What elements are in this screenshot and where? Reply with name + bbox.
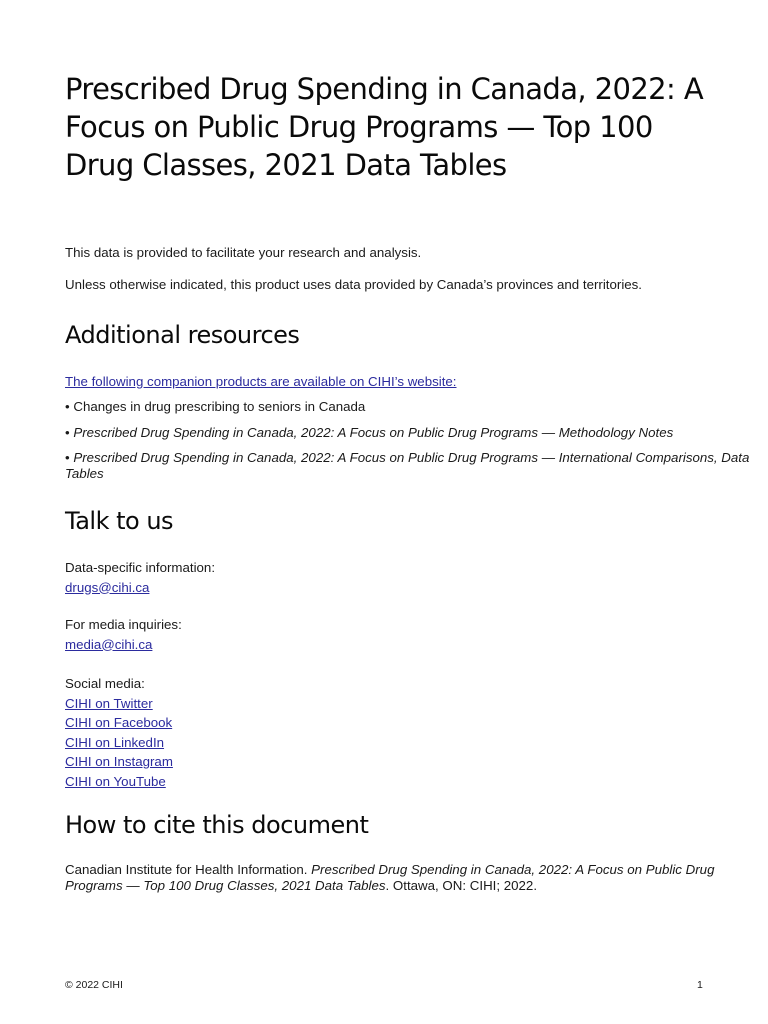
- footer-page-number: 1: [697, 979, 703, 991]
- document-title: [65, 70, 765, 184]
- twitter-link[interactable]: CIHI on Twitter: [65, 695, 153, 711]
- title-line: Drug Classes, 2021 Data Tables: [65, 148, 507, 182]
- resource-title: Prescribed Drug Spending in Canada, 2022: A Focus on Public Drug Programs — International Comparisons, Data Tables: [65, 450, 750, 481]
- bullet: •: [65, 450, 74, 465]
- contact-data-block: [65, 558, 215, 597]
- social-media-block: [65, 674, 173, 791]
- media-email-link[interactable]: media@cihi.ca: [65, 636, 153, 652]
- resource-title: Changes in drug prescribing to seniors in Canada: [73, 399, 366, 414]
- contact-media-block: [65, 615, 182, 654]
- companion-products-link[interactable]: The following companion products are available on CIHI’s website:: [65, 374, 457, 389]
- linkedin-link[interactable]: CIHI on LinkedIn: [65, 734, 165, 750]
- resource-title: Prescribed Drug Spending in Canada, 2022: A Focus on Public Drug Programs — Methodology Notes: [73, 425, 674, 440]
- resource-list-item: [65, 399, 755, 415]
- bullet: •: [65, 399, 74, 414]
- section-heading-citation: How to cite this document: [65, 811, 369, 839]
- facebook-link[interactable]: CIHI on Facebook: [65, 715, 173, 730]
- intro-paragraph-2: Unless otherwise indicated, this product uses data provided by Canada’s provinces and territories.: [65, 277, 643, 292]
- bullet: •: [65, 425, 74, 440]
- youtube-link[interactable]: CIHI on YouTube: [65, 773, 166, 789]
- social-media-label: Social media:: [65, 676, 145, 691]
- resource-list-item: [65, 425, 755, 441]
- instagram-link[interactable]: CIHI on Instagram: [65, 754, 173, 769]
- section-heading-additional-resources: Additional resources: [65, 321, 300, 349]
- data-contact-label: Data-specific information:: [65, 560, 216, 575]
- citation-title: Prescribed Drug Spending in Canada, 2022: A Focus on Public Drug Programs — Top 100 Drug Classes, 2021 Data Tables: [65, 862, 715, 893]
- media-contact-label: For media inquiries:: [65, 617, 182, 632]
- citation-publisher: . Ottawa, ON: CIHI; 2022.: [385, 878, 538, 893]
- resource-list-item: [65, 450, 755, 482]
- footer-copyright: © 2022 CIHI: [65, 979, 123, 991]
- citation-author: Canadian Institute for Health Information.: [65, 862, 312, 877]
- data-email-link[interactable]: drugs@cihi.ca: [65, 579, 150, 595]
- citation-text: [65, 862, 755, 894]
- title-line: Focus on Public Drug Programs — Top 100: [65, 110, 653, 144]
- title-line: Prescribed Drug Spending in Canada, 2022: A: [65, 72, 704, 106]
- section-heading-talk-to-us: Talk to us: [65, 507, 174, 535]
- intro-paragraph-1: This data is provided to facilitate your research and analysis.: [65, 245, 422, 260]
